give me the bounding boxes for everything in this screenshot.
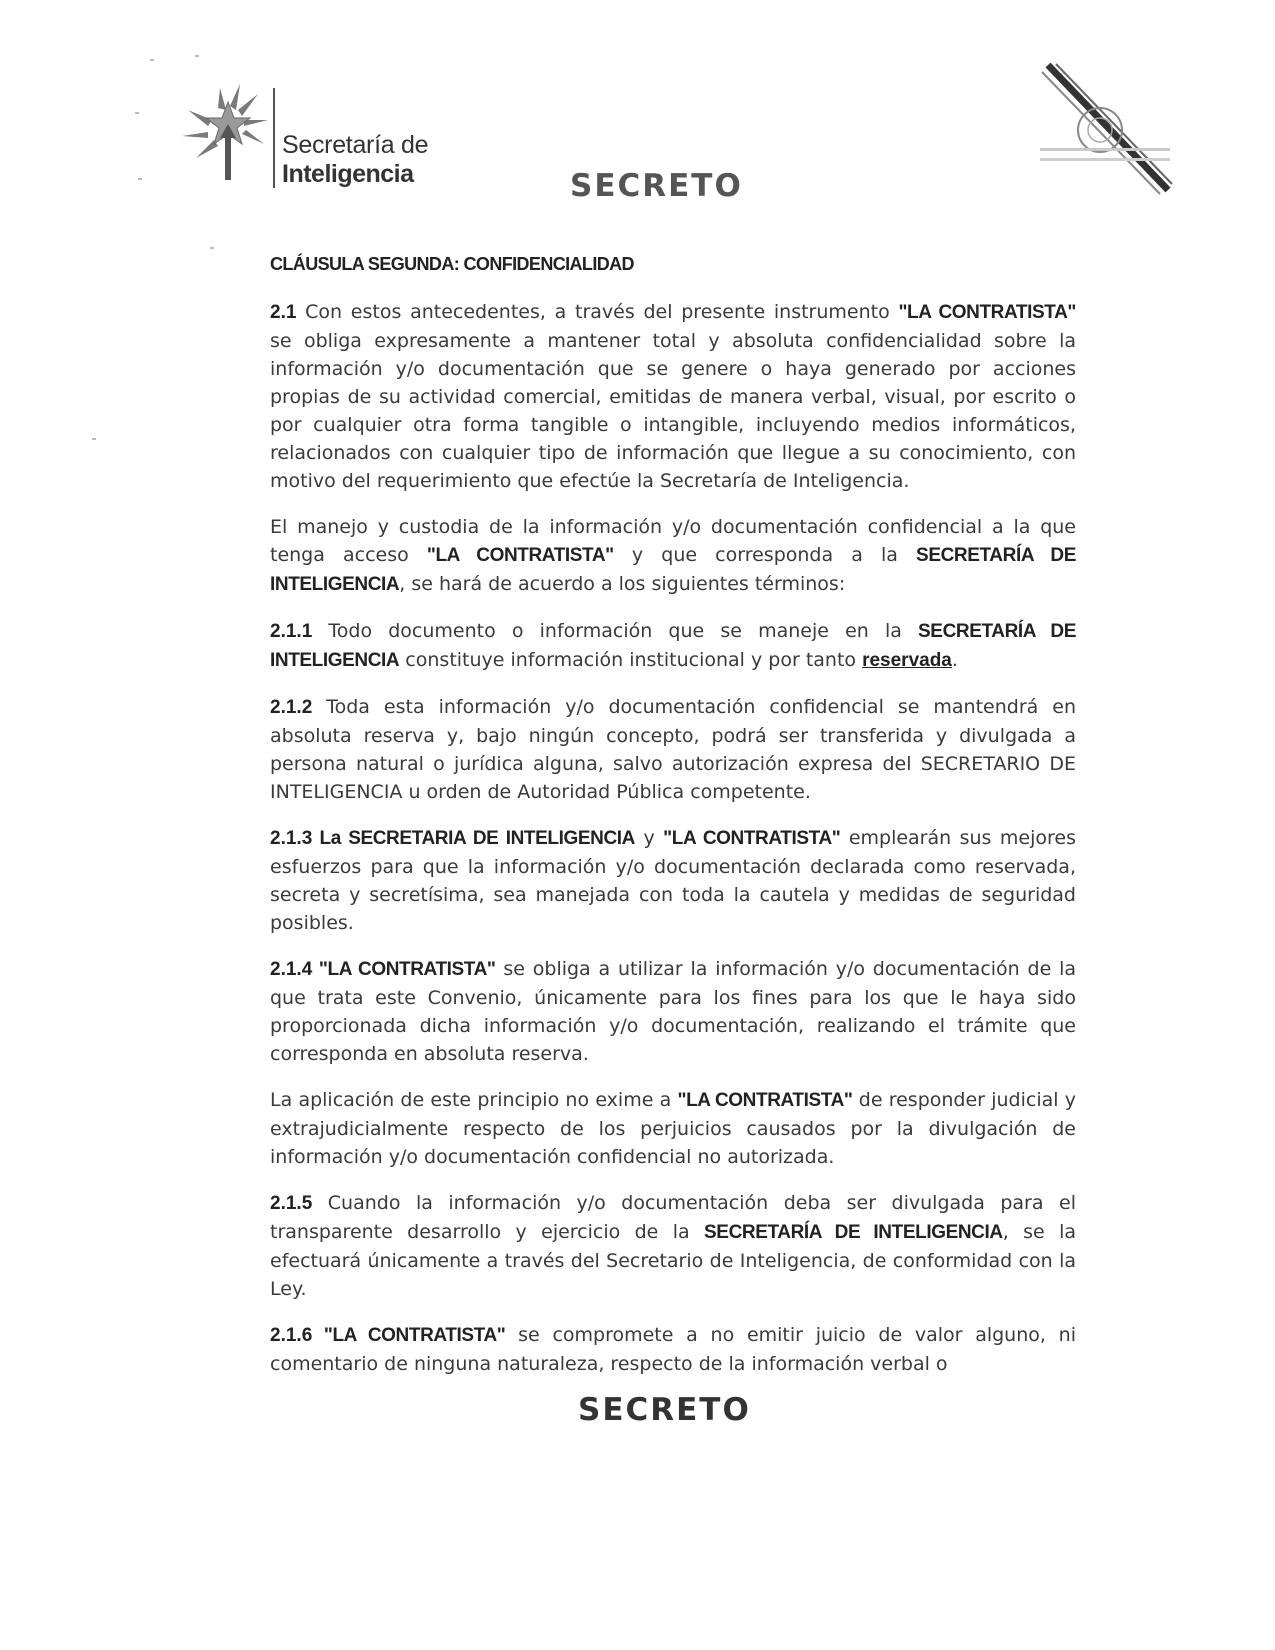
underlined-term: reservada: [862, 650, 952, 671]
bold-term: La SECRETARIA DE INTELIGENCIA: [312, 828, 635, 849]
scan-speck: [195, 55, 199, 57]
clause-number: 2.1.1: [270, 621, 313, 642]
paragraph-2-1-4: [270, 955, 1076, 1068]
scan-speck: [150, 59, 154, 61]
bold-term: "LA CONTRATISTA": [677, 1090, 853, 1111]
logo-text: [282, 130, 428, 188]
clause-heading: CLÁUSULA SEGUNDA: CONFIDENCIALIDAD: [270, 254, 634, 274]
paragraph-text: La aplicación de este principio no exime a: [270, 1089, 678, 1111]
paragraph-text: Cuando la información y/o documentación deba ser divulgada para el transparente desarrollo y ejercicio de la: [270, 1192, 1076, 1243]
classification-footer: SECRETO: [578, 1392, 751, 1428]
classification-header: SECRETO: [570, 168, 743, 204]
paragraph-2-1-1: [270, 617, 1076, 675]
secretaria-logo: [178, 80, 438, 200]
bold-term: "LA CONTRATISTA": [663, 828, 841, 849]
paragraph-text: .: [951, 649, 958, 671]
paragraph-2-1-2: [270, 693, 1076, 806]
paragraph-text: de responder judicial y extrajudicialmente respecto de los perjuicios causados por la divulgación de información y/o documentación confidencial no autorizada.: [270, 1089, 1076, 1168]
paragraph-text: Con estos antecedentes, a través del presente instrumento: [296, 301, 899, 323]
paragraph-text: , se la efectuará únicamente a través del Secretario de Inteligencia, de conformidad con la Ley.: [270, 1221, 1076, 1300]
paragraph-2-1: [270, 298, 1076, 495]
clause-number: 2.1.5: [270, 1193, 313, 1214]
bold-term: SECRETARÍA DE INTELIGENCIA: [270, 621, 1077, 671]
paragraph-text: y que corresponda a la: [613, 544, 917, 566]
clause-number: 2.1.3: [270, 828, 313, 849]
bold-term: "LA CONTRATISTA": [312, 959, 496, 980]
bold-term: "LA CONTRATISTA": [312, 1325, 506, 1346]
star-burst-logo-icon: [178, 80, 278, 190]
paragraph-text: , se hará de acuerdo a los siguientes términos:: [399, 573, 846, 595]
paragraph-text: y: [635, 827, 664, 849]
paragraph-text: Todo documento o información que se maneje en la: [312, 620, 919, 642]
paragraph-text: se obliga expresamente a mantener total y absoluta confidencialidad sobre la información y/o documentación que se genere o haya generado por acciones propias de su actividad comercial, emitidas de manera verbal, visual, por escrito o por cualquier otra forma tangible o intangible, incluyendo medios informáticos, relacionados con cualquier tipo de información que llegue a su conocimiento, con motivo del requerimiento que efectúe la Secretaría de Inteligencia.: [270, 330, 1076, 492]
paragraph-text: constituye información institucional y por tanto: [399, 649, 863, 671]
bold-term: "LA CONTRATISTA": [426, 545, 614, 566]
bold-term: "LA CONTRATISTA": [898, 302, 1076, 323]
logo-divider: [273, 88, 275, 188]
paragraph-text: se obliga a utilizar la información y/o documentación de la que trata este Convenio, únicamente para los fines para los que le haya sido proporcionada dicha información y/o documentación, realizando el trámite que corresponda en absoluta reserva.: [270, 958, 1077, 1065]
paragraph-terms-intro: [270, 513, 1076, 599]
scan-speck: [92, 438, 96, 440]
scan-speck: [135, 112, 139, 114]
clause-number: 2.1.6: [270, 1325, 313, 1346]
bold-term: SECRETARÍA DE INTELIGENCIA: [270, 545, 1076, 595]
paragraph-2-1-3: [270, 824, 1076, 937]
paragraph-2-1-5: [270, 1189, 1076, 1303]
paragraph-text: emplearán sus mejores esfuerzos para que la información y/o documentación declarada como reservada, secreta y secretísima, sea manejada con toda la cautela y medidas de seguridad posibles.: [270, 827, 1076, 934]
clause-number: 2.1.2: [270, 697, 313, 718]
official-seal-stamp-icon: [1040, 60, 1180, 200]
paragraph-2-1-6: [270, 1321, 1076, 1378]
scan-speck: [138, 178, 142, 180]
paragraph-text: se compromete a no emitir juicio de valor alguno, ni comentario de ninguna naturaleza, respecto de la información verbal o: [270, 1324, 1076, 1375]
logo-line2: Inteligencia: [282, 160, 414, 188]
paragraph-text: Toda esta información y/o documentación confidencial se mantendrá en absoluta reserva y, bajo ningún concepto, podrá ser transferida y divulgada a persona natural o jurídica alguna, salvo autorización expresa del SECRETARIO DE INTELIGENCIA u orden de Autoridad Pública competente.: [270, 696, 1076, 803]
logo-line1: Secretaría de: [282, 131, 429, 159]
scan-speck: [210, 247, 214, 249]
document-body: [270, 250, 1076, 1396]
clause-number: 2.1.4: [270, 959, 313, 980]
bold-term: SECRETARÍA DE INTELIGENCIA: [704, 1222, 1003, 1243]
paragraph-text: El manejo y custodia de la información y/o documentación confidencial a la que tenga acceso: [270, 516, 1076, 566]
paragraph-principle: [270, 1086, 1076, 1171]
clause-number: 2.1: [270, 302, 297, 323]
